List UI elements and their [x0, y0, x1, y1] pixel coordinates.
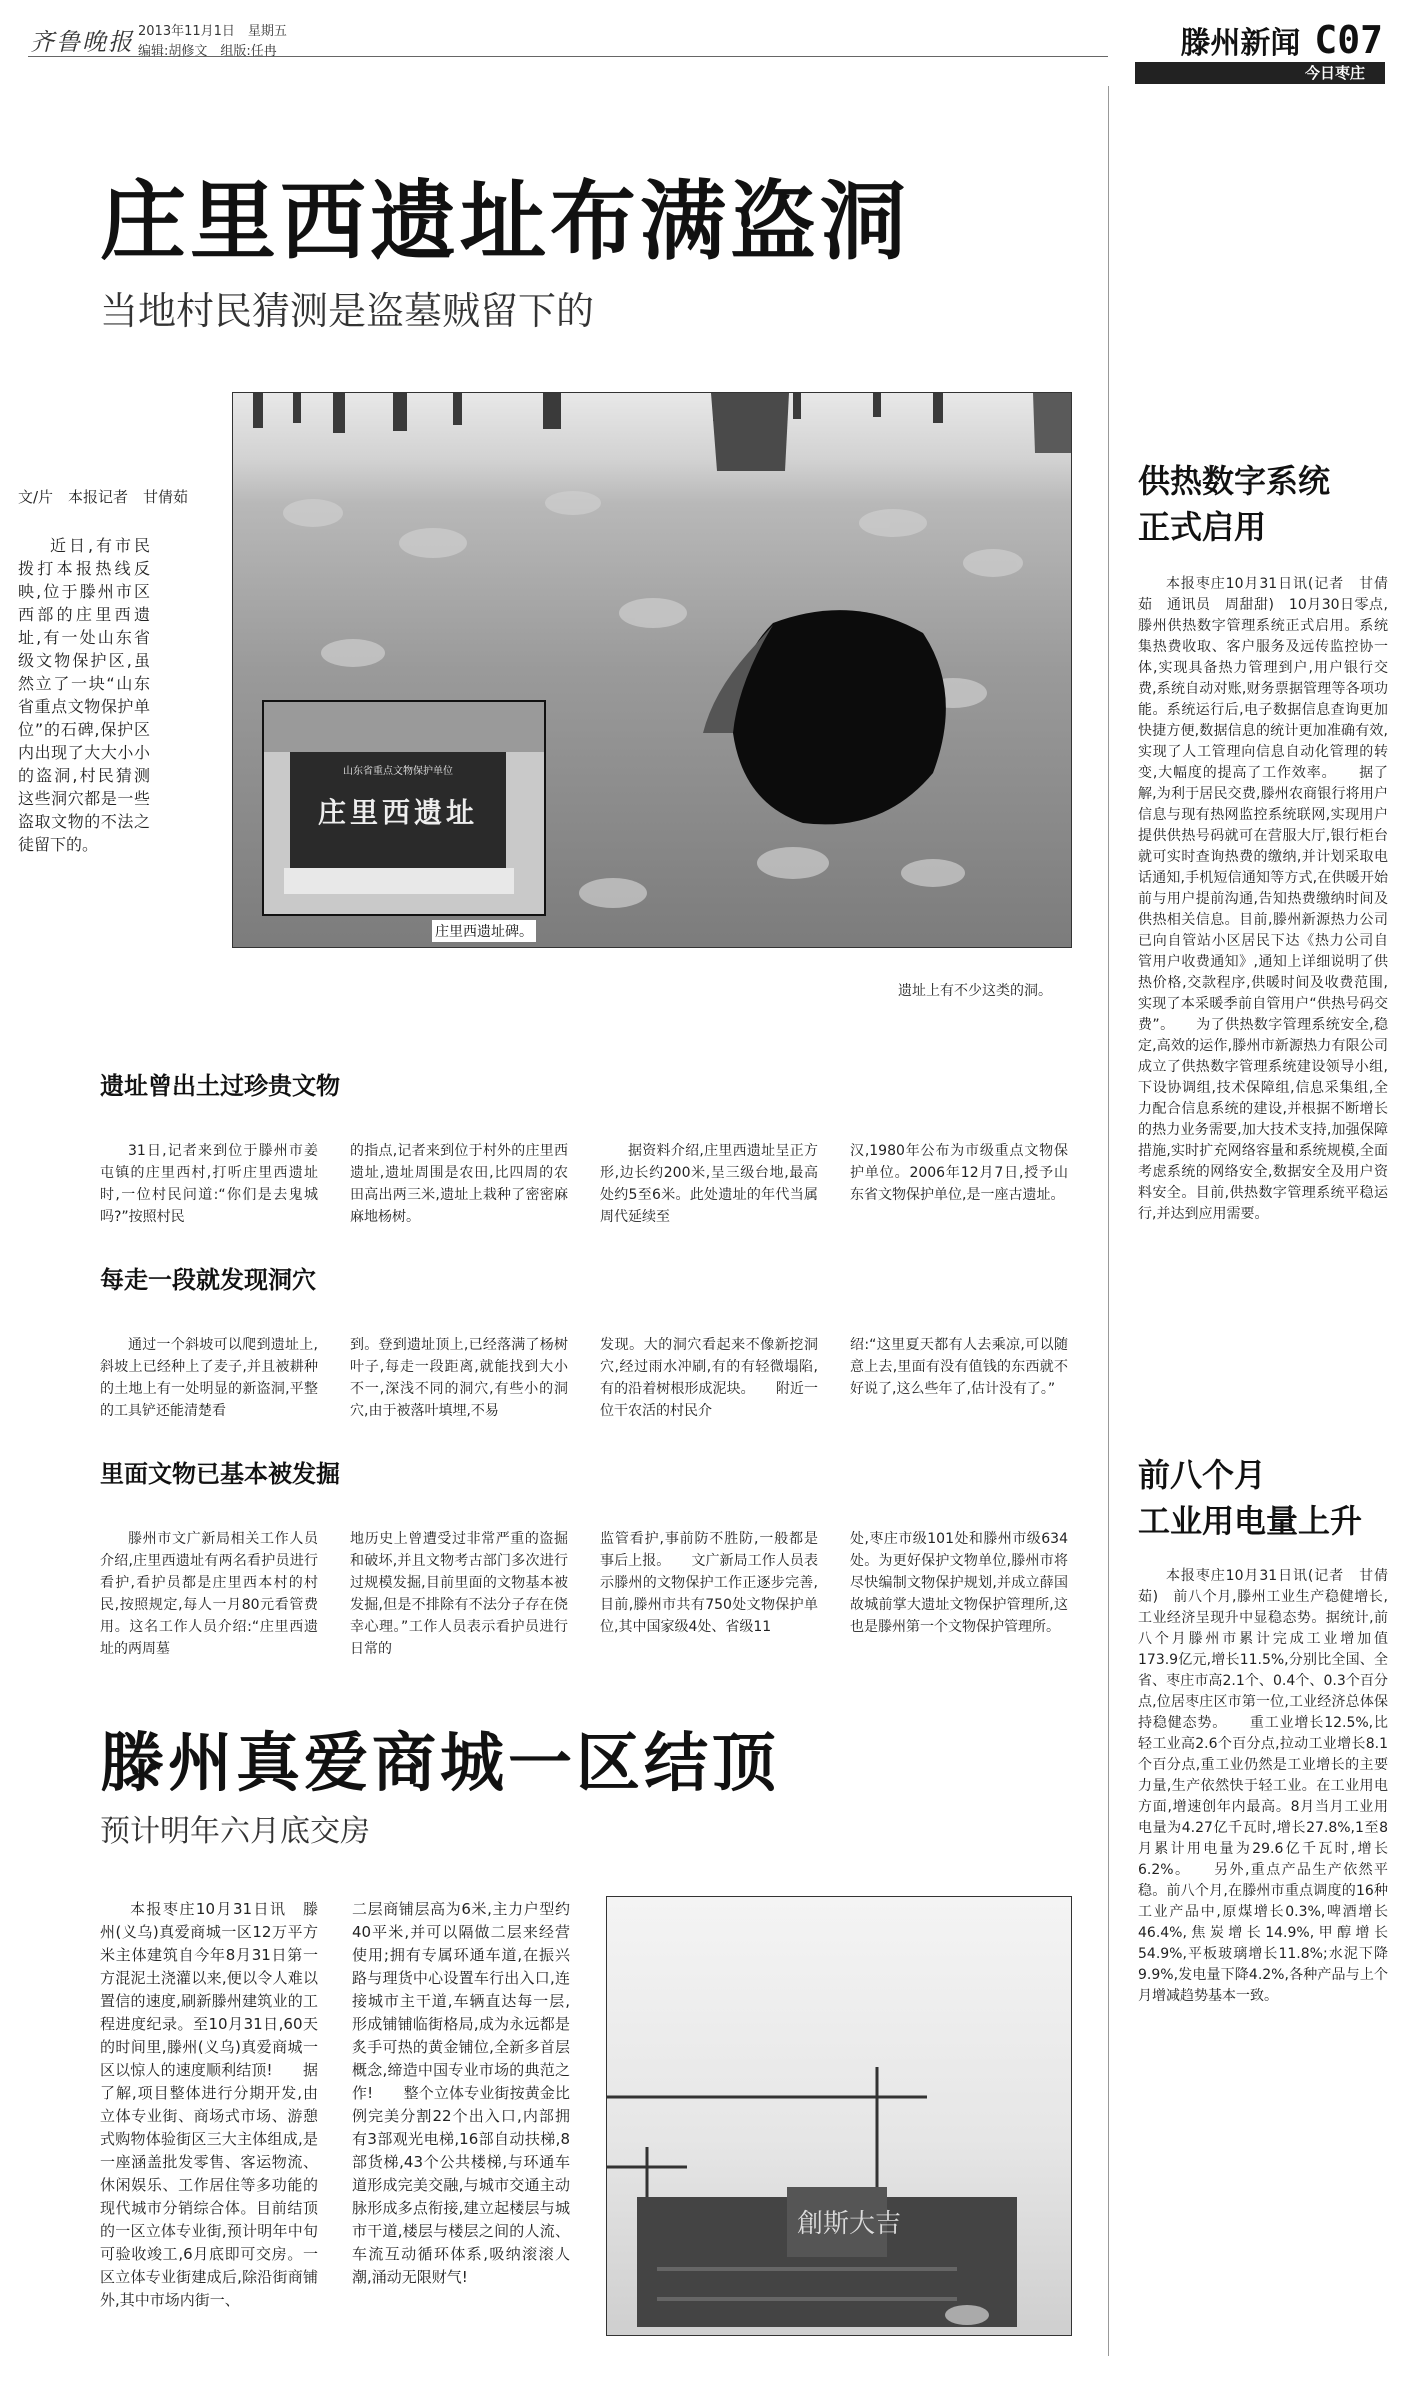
side2-title [1138, 1452, 1362, 1544]
section-name: 滕州新闻 [1180, 26, 1301, 61]
stele-top-text: 山东省重点文物保护单位 [343, 766, 453, 777]
header-rule [28, 56, 1108, 57]
article2-subtitle: 预计明年六月底交房 [100, 1814, 370, 1849]
article1-title: 庄里西遗址布满盗洞 [100, 172, 910, 272]
section2-col2: 到。登到遗址顶上,已经落满了杨树叶子,每走一段距离,就能找到大小不一,深浅不同的洞穴,有些小的洞穴,由于被落叶填埋,不易 [350, 1337, 568, 1419]
side2-body: 本报枣庄10月31日讯(记者 甘倩茹) 前八个月,滕州工业生产稳健增长,工业经济呈现升中显稳态势。据统计,前八个月滕州市累计完成工业增加值173.9亿元,增长11.5%,分别比全国、全省、枣庄市高2.1个、0.4个、0.3个百分点,位居枣庄区市第一位,工业经济总体保持稳健态势。 重工业增长12.5%,比轻工业高2.6个百分点,拉动工业增长8.1个百分点,重工业仍然是工业增长的主要力量,生产依然快于轻工业。在工业用电方面,增速创年内最高。8月当月工业用电量为4.27亿千瓦时,增长27.8%,1至8月累计用电量为29.6亿千瓦时,增长6.2%。 另外,重点产品生产依然平稳。前八个月,在滕州市重点调度的16种工业产品中,原煤增长0.3%,啤酒增长46.4%,焦炭增长14.9%,甲醇增长54.9%,平板玻璃增长11.8%;水泥下降9.9%,发电量下降4.2%,各种产品与上个月增减趋势基本一致。 [1138, 1568, 1388, 2004]
issue-date: 2013年11月1日 星期五 [138, 24, 287, 39]
section-bar: 今日枣庄 [1135, 62, 1385, 84]
section3-col3: 监管看护,事前防不胜防,一般都是事后上报。 文广新局工作人员表示滕州的文物保护工作正逐步完善,目前,滕州市共有750处文物保护单位,其中国家级4处、省级11 [600, 1531, 818, 1635]
article2-title: 滕州真爱商城一区结顶 [100, 1727, 780, 1801]
section2-col3: 发现。大的洞穴看起来不像新挖洞穴,经过雨水冲刷,有的有轻微塌陷,有的沿着树根形成泥块。 附近一位干农活的村民介 [600, 1337, 818, 1419]
construction-sign: 創斯大吉 [797, 2209, 902, 2239]
section1-col4: 汉,1980年公布为市级重点文物保护单位。2006年12月7日,授予山东省文物保护单位,是一座古遗址。 [850, 1143, 1068, 1203]
section1-col3: 据资料介绍,庄里西遗址呈正方形,边长约200米,呈三级台地,最高处约5至6米。此处遗址的年代当属周代延续至 [600, 1143, 818, 1225]
stele-base [284, 868, 514, 894]
side1-body: 本报枣庄10月31日讯(记者 甘倩茹 通讯员 周甜甜) 10月30日零点,滕州供热数字管理系统正式启用。系统集热费收取、客户服务及远传监控协一体,实现具备热力管理到户,用户银行交费,系统自动对账,财务票据管理等各项功能。系统运行后,电子数据信息查询更加快捷方便,数据信息的统计更加准确有效,实现了人工管理向信息自动化管理的转变,大幅度的提高了工作效率。 据了解,为利于居民交费,滕州农商银行将用户信息与现有热网监控系统联网,实现用户提供供热号码就可在营服大厅,银行柜台就可实时查询热费的缴纳,并计划采取电话通知,手机短信通知等方式,在供暖开始前与用户提前沟通,告知热费缴纳时间及供热相关信息。目前,滕州新源热力公司已向自管站小区居民下达《热力公司自管用户收费通知》,通知上详细说明了供热价格,交款程序,供暖时间及收费范围,实现了本采暖季前自管用户“供热号码交费”。 为了供热数字管理系统安全,稳定,高效的运作,滕州市新源热力有限公司成立了供热数字管理系统建设领导小组,下设协调组,技术保障组,信息采集组,全力配合信息系统的建设,并根据不断增长的热力业务需要,加大技术支持,加强保障措施,实时扩充网络容量和系统规模,全面考虑系统的网络安全,数据安全及用户资料安全。目前,供热数字管理系统平稳运行,并达到应用需要。 [1138, 576, 1388, 1222]
stele [290, 752, 506, 870]
section3-col2: 地历史上曾遭受过非常严重的盗掘和破坏,并且文物考古部门多次进行过规模发掘,目前里面的文物基本被发掘,但是不排除有不法分子存在侥幸心理。”工作人员表示看护员进行日常的 [350, 1531, 568, 1657]
article1-subtitle: 当地村民猜测是盗墓贼留下的 [100, 289, 595, 333]
section3-col4: 处,枣庄市级101处和滕州市级634处。为更好保护文物单位,滕州市将尽快编制文物保护规划,并成立薛国故城前掌大遗址文物保护管理所,这也是滕州第一个文物保护管理所。 [850, 1531, 1068, 1635]
side1-title-line1: 供热数字系统 [1138, 462, 1331, 500]
byline: 文/片 本报记者 甘倩茹 [18, 488, 189, 506]
construction-photo [606, 1896, 1072, 2336]
section-header [1180, 18, 1383, 62]
section2-head: 每走一段就发现洞穴 [100, 1266, 316, 1294]
stele-photo [262, 700, 546, 916]
article1-intro: 近日,有市民拨打本报热线反映,位于滕州市区西部的庄里西遗址,有一处山东省级文物保护区,虽然立了一块“山东省重点文物保护单位”的石碑,保护区内出现了大大小小的盗洞,村民猜测这些洞穴都是一些盗取文物的不法之徒留下的。 [18, 536, 150, 854]
construction-drawing [607, 1897, 1072, 2336]
side1-title-line2: 正式启用 [1138, 508, 1267, 546]
section2-col1: 通过一个斜坡可以爬到遗址上,斜坡上已经种上了麦子,并且被耕种的土地上有一处明显的新盗洞,平整的工具铲还能清楚看 [100, 1337, 318, 1419]
section3-head: 里面文物已基本被发掘 [100, 1460, 340, 1488]
article2-col2: 二层商铺层高为6米,主力户型约40平米,并可以隔做二层来经营使用;拥有专属环通车道,在振兴路与理货中心设置车行出入口,连接城市主干道,车辆直达每一层,形成铺铺临街格局,成为永远都是炙手可热的黄金铺位,全新多首层概念,缔造中国专业市场的典范之作! 整个立体专业街按黄金比例完美分割22个出入口,内部拥有3部观光电梯,16部自动扶梯,8部货梯,43个公共楼梯,与环通车道形成完美交融,与城市交通主动脉形成多点衔接,建立起楼层与城市干道,楼层与楼层之间的人流、车流互动循环体系,吸纳滚滚人潮,涌动无限财气! [352, 1900, 570, 2286]
inset-caption: 庄里西遗址碑。 [432, 920, 536, 942]
stele-text: 庄里西遗址 [317, 796, 478, 829]
side1-title [1138, 458, 1330, 550]
section2-col4: 绍:“这里夏天都有人去乘凉,可以随意上去,里面有没有值钱的东西就不好说了,这么些年了,估计没有了。” [850, 1337, 1068, 1397]
article2-col1: 本报枣庄10月31日讯 滕州(义乌)真爱商城一区12万平方米主体建筑自今年8月31日第一方混泥土浇灌以来,便以令人难以置信的速度,刷新滕州建筑业的工程进度纪录。至10月31日,60天的时间里,滕州(义乌)真爱商城一区以惊人的速度顺利结顶! 据了解,项目整体进行分期开发,由立体专业街、商场式市场、游憩式购物体验街区三大主体组成,是一座涵盖批发零售、客运物流、休闲娱乐、工作居住等多功能的现代城市分销综合体。目前结顶的一区立体专业街,预计明年中旬可验收竣工,6月底即可交房。一区立体专业街建成后,除沿街商铺外,其中市场内街一、 [100, 1900, 318, 2309]
section1-head: 遗址曾出土过珍贵文物 [100, 1072, 340, 1100]
section1-col2: 的指点,记者来到位于村外的庄里西遗址,遗址周围是农田,比四周的农田高出两三米,遗址上栽种了密密麻麻地杨树。 [350, 1143, 568, 1225]
editors: 编辑:胡修文 组版:任冉 [138, 44, 277, 59]
column-rule [1108, 86, 1109, 2356]
stele-photo-sky [264, 702, 544, 752]
photo-caption: 遗址上有不少这类的洞。 [898, 983, 1052, 999]
newspaper-logo: 齐鲁晚报 [30, 28, 134, 56]
side2-title-line2: 工业用电量上升 [1138, 1502, 1363, 1540]
page-number: C07 [1314, 18, 1383, 62]
side2-title-line1: 前八个月 [1138, 1456, 1267, 1494]
section3-col1: 滕州市文广新局相关工作人员介绍,庄里西遗址有两名看护员进行看护,看护员都是庄里西本村的村民,按照规定,每人一月80元看管费用。这名工作人员介绍:“庄里西遗址的两周墓 [100, 1531, 318, 1657]
section1-col1: 31日,记者来到位于滕州市姜屯镇的庄里西村,打听庄里西遗址时,一位村民问道:“你们是去鬼城吗?”按照村民 [100, 1143, 318, 1225]
